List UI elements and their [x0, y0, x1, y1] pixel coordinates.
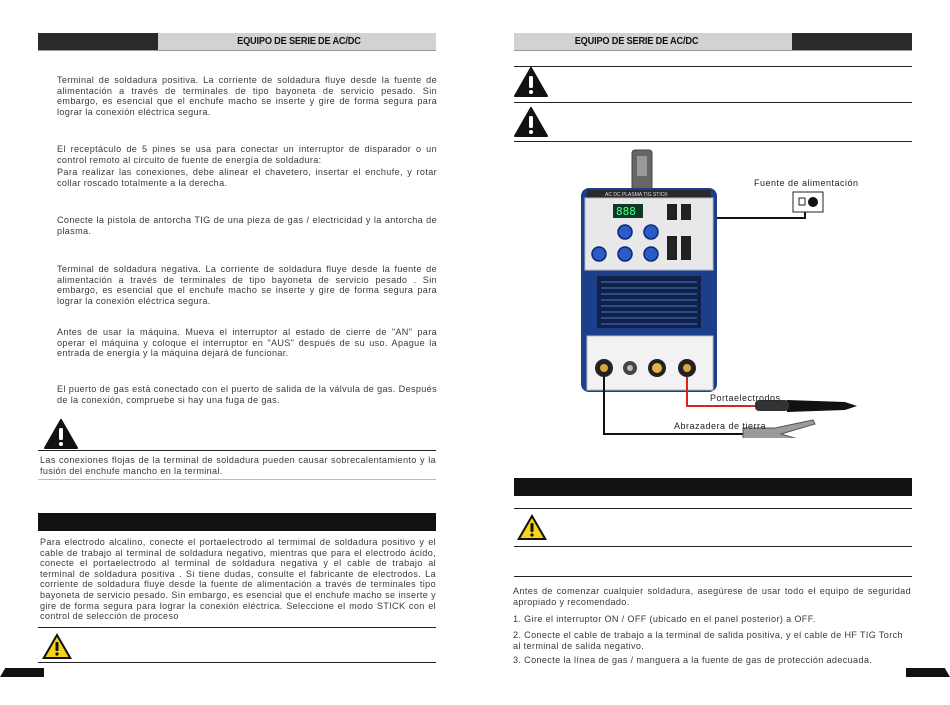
warning-triangle-icon — [514, 67, 548, 97]
label-electrode-holder: Portaelectrodos — [710, 393, 781, 403]
left-header-title: EQUIPO DE SERIE DE AC/DC — [237, 36, 361, 47]
left-warning-text: Las conexiones flojas de la terminal de soldadura pueden causar sobrecalentamiento y la fusión del enchufe mancho en la terminal. — [40, 455, 436, 476]
machine-display: 888 — [616, 205, 636, 218]
left-caution-top-rule — [38, 627, 436, 628]
right-intro-text: Antes de comenzar cualquier soldadura, asegúrese de usar todo el equipo de seguridad apropiado y recomendado. — [513, 586, 911, 607]
left-page-corner — [0, 668, 44, 677]
left-para-gas-port: El puerto de gas está conectado con el puerto de salida de la válvula de gas. Después de la conexión, compruebe si hay una fuga de gas. — [57, 384, 437, 405]
left-caution-bottom-rule — [38, 662, 436, 663]
machine-brand-strip: AC DC PLASMA TIG STICK — [605, 192, 668, 198]
left-section-bar — [38, 513, 436, 531]
right-caution-top-rule — [514, 508, 912, 509]
right-step-1: 1. Gire el interruptor ON / OFF (ubicado en el panel posterior) a OFF. — [513, 614, 816, 624]
left-warning-bottom-rule — [38, 479, 436, 480]
header-black-block — [38, 33, 158, 50]
left-stick-text: Para electrodo alcalino, conecte el portaelectrodo al termimal de soldadura positivo y el cable de trabajo al terminal de soldadura negativo, mientras que para el electrodo ácido, conecte el portaelectrodo al terminal de soldadura negativa y el cable de trabajo al terminal de soldadura positiva . Si tiene dudas, consulte el fabricante de electrodos. La corriente de soldadura fluye desde la fuente de alimentación a través de terminales tipo bayoneta de servicio pesado. Sin embargo, es esencial que el enchufe macho se inserte y gire de forma segura para lograr la conexión eléctrica. Seleccione el modo STICK con el control de selección de proceso — [40, 537, 436, 622]
right-step-2: 2. Conecte el cable de trabajo a la terminal de salida positiva, y el cable de HF TIG Torch al terminal de salida negativo. — [513, 630, 903, 651]
left-para-tig-torch: Conecte la pistola de antorcha TIG de una pieza de gas / electricidad y la antorcha de plasma. — [57, 215, 437, 236]
caution-triangle-icon — [516, 513, 548, 541]
header-black-block — [792, 33, 912, 50]
left-para-switch: Antes de usar la máquina. Mueva el interruptor al estado de cierre de "AN" para operar el máquina y coloque el interruptor en "AUS" después de su uso. Apague la entrada de energía y la máquina dejará de funcionar. — [57, 327, 437, 359]
right-warning-rule-3 — [514, 141, 912, 142]
left-header — [38, 33, 436, 51]
label-ground-clamp: Abrazadera de tierra — [674, 421, 767, 431]
warning-triangle-icon — [44, 419, 78, 449]
left-para-connections: Para realizar las conexiones, debe alinear el chavetero, insertar el enchufe, y rotar collar roscado totalmente a la derecha. — [57, 167, 437, 188]
right-warning-rule-1 — [514, 66, 912, 67]
right-warning-rule-2 — [514, 102, 912, 103]
caution-triangle-icon — [41, 632, 73, 660]
right-procedure-rule — [514, 576, 912, 577]
left-para-negative-terminal: Terminal de soldadura negativa. La corriente de soldadura fluye desde la fuente de alimentación a través de terminales de tipo bayoneta de servicio pesado . Sin embargo, es esencial que el enchufe macho se inserte y gire de forma segura para lograr la conexión eléctrica segura. — [57, 264, 437, 306]
right-caution-bottom-rule — [514, 546, 912, 547]
label-power-source: Fuente de alimentación — [754, 178, 859, 188]
left-warning-rule — [38, 450, 436, 451]
right-page-corner — [906, 668, 950, 677]
warning-triangle-icon — [514, 107, 548, 137]
left-para-5pin: El receptáculo de 5 pines se usa para conectar un interruptor de disparador o un control remoto al circuito de fuente de energía de soldadura: — [57, 144, 437, 165]
right-header-title: EQUIPO DE SERIE DE AC/DC — [574, 36, 699, 47]
left-para-positive-terminal: Terminal de soldadura positiva. La corriente de soldadura fluye desde la fuente de alimentación a través de terminales de tipo bayoneta de servicio pesado. Sin embargo, es esencial que el enchufe macho se inserte y gire de forma segura para lograr la conexión eléctrica segura. — [57, 75, 437, 117]
right-section-bar — [514, 478, 912, 496]
right-step-3: 3. Conecte la línea de gas / manguera a la fuente de gas de protección adecuada. — [513, 655, 873, 665]
right-header — [514, 33, 912, 51]
